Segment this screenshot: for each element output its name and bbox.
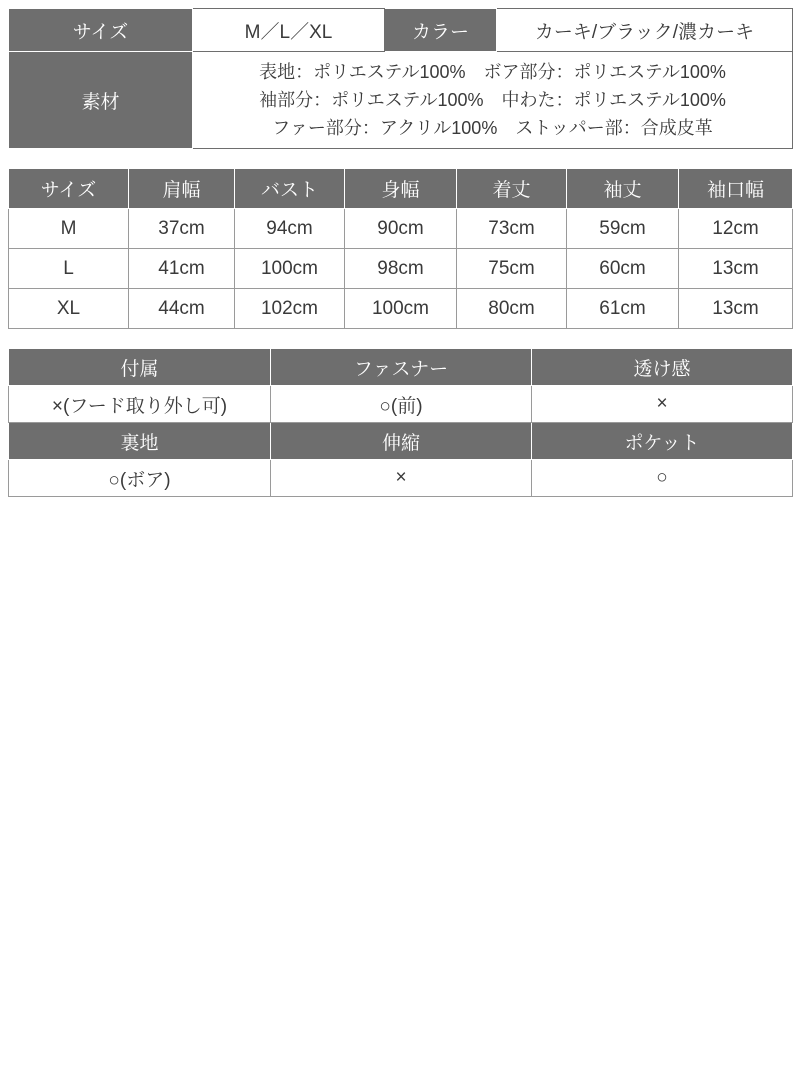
table-header-row bbox=[9, 423, 793, 460]
attribute-header-sheerness: 透け感 bbox=[532, 349, 793, 386]
table-row bbox=[9, 249, 793, 289]
measurement-l-size: L bbox=[9, 249, 129, 289]
attribute-value-stretch: × bbox=[271, 460, 532, 497]
measurement-m-body-width: 90cm bbox=[345, 209, 457, 249]
measurement-m-size: M bbox=[9, 209, 129, 249]
measurement-header-size: サイズ bbox=[9, 169, 129, 209]
attribute-table bbox=[8, 348, 793, 497]
measurement-xl-cuff-width: 13cm bbox=[679, 289, 793, 329]
measurement-m-length: 73cm bbox=[457, 209, 567, 249]
measurement-xl-body-width: 100cm bbox=[345, 289, 457, 329]
spec-material-label: 素材 bbox=[9, 52, 193, 149]
measurement-header-sleeve-length: 袖丈 bbox=[567, 169, 679, 209]
measurement-l-shoulder: 41cm bbox=[129, 249, 235, 289]
measurement-header-cuff-width: 袖口幅 bbox=[679, 169, 793, 209]
measurement-xl-length: 80cm bbox=[457, 289, 567, 329]
table-row bbox=[9, 386, 793, 423]
measurement-m-shoulder: 37cm bbox=[129, 209, 235, 249]
measurement-xl-shoulder: 44cm bbox=[129, 289, 235, 329]
measurement-l-cuff-width: 13cm bbox=[679, 249, 793, 289]
measurement-header-shoulder: 肩幅 bbox=[129, 169, 235, 209]
attribute-header-stretch: 伸縮 bbox=[271, 423, 532, 460]
table-row bbox=[9, 52, 793, 149]
attribute-header-accessory: 付属 bbox=[9, 349, 271, 386]
table-row bbox=[9, 209, 793, 249]
attribute-value-sheerness: × bbox=[532, 386, 793, 423]
attribute-header-pocket: ポケット bbox=[532, 423, 793, 460]
measurement-header-length: 着丈 bbox=[457, 169, 567, 209]
spec-color-value: カーキ/ブラック/濃カーキ bbox=[497, 9, 793, 52]
table-header-row bbox=[9, 169, 793, 209]
measurement-m-sleeve-length: 59cm bbox=[567, 209, 679, 249]
measurement-header-body-width: 身幅 bbox=[345, 169, 457, 209]
measurement-l-sleeve-length: 60cm bbox=[567, 249, 679, 289]
attribute-header-zipper: ファスナー bbox=[271, 349, 532, 386]
material-line-3: ファー部分：アクリル100% ストッパー部：合成皮革 bbox=[272, 118, 713, 138]
spec-color-label: カラー bbox=[385, 9, 497, 52]
measurement-m-cuff-width: 12cm bbox=[679, 209, 793, 249]
attribute-value-accessory: ×(フード取り外し可) bbox=[9, 386, 271, 423]
table-header-row bbox=[9, 349, 793, 386]
measurement-xl-sleeve-length: 61cm bbox=[567, 289, 679, 329]
attribute-value-lining: ○(ボア) bbox=[9, 460, 271, 497]
material-line-1: 表地：ポリエステル100% ボア部分：ポリエステル100% bbox=[259, 62, 726, 82]
table-row bbox=[9, 9, 793, 52]
measurement-l-length: 75cm bbox=[457, 249, 567, 289]
measurement-table bbox=[8, 168, 793, 329]
attribute-value-pocket: ○ bbox=[532, 460, 793, 497]
spec-size-value: M／L／XL bbox=[193, 9, 385, 52]
spec-table bbox=[8, 8, 793, 149]
spec-size-label: サイズ bbox=[9, 9, 193, 52]
table-row bbox=[9, 289, 793, 329]
table-row bbox=[9, 460, 793, 497]
measurement-xl-size: XL bbox=[9, 289, 129, 329]
measurement-header-bust: バスト bbox=[235, 169, 345, 209]
measurement-m-bust: 94cm bbox=[235, 209, 345, 249]
material-line-2: 袖部分：ポリエステル100% 中わた：ポリエステル100% bbox=[259, 90, 726, 110]
measurement-l-body-width: 98cm bbox=[345, 249, 457, 289]
measurement-xl-bust: 102cm bbox=[235, 289, 345, 329]
measurement-l-bust: 100cm bbox=[235, 249, 345, 289]
attribute-value-zipper: ○(前) bbox=[271, 386, 532, 423]
attribute-header-lining: 裏地 bbox=[9, 423, 271, 460]
spec-material-value bbox=[193, 52, 793, 149]
